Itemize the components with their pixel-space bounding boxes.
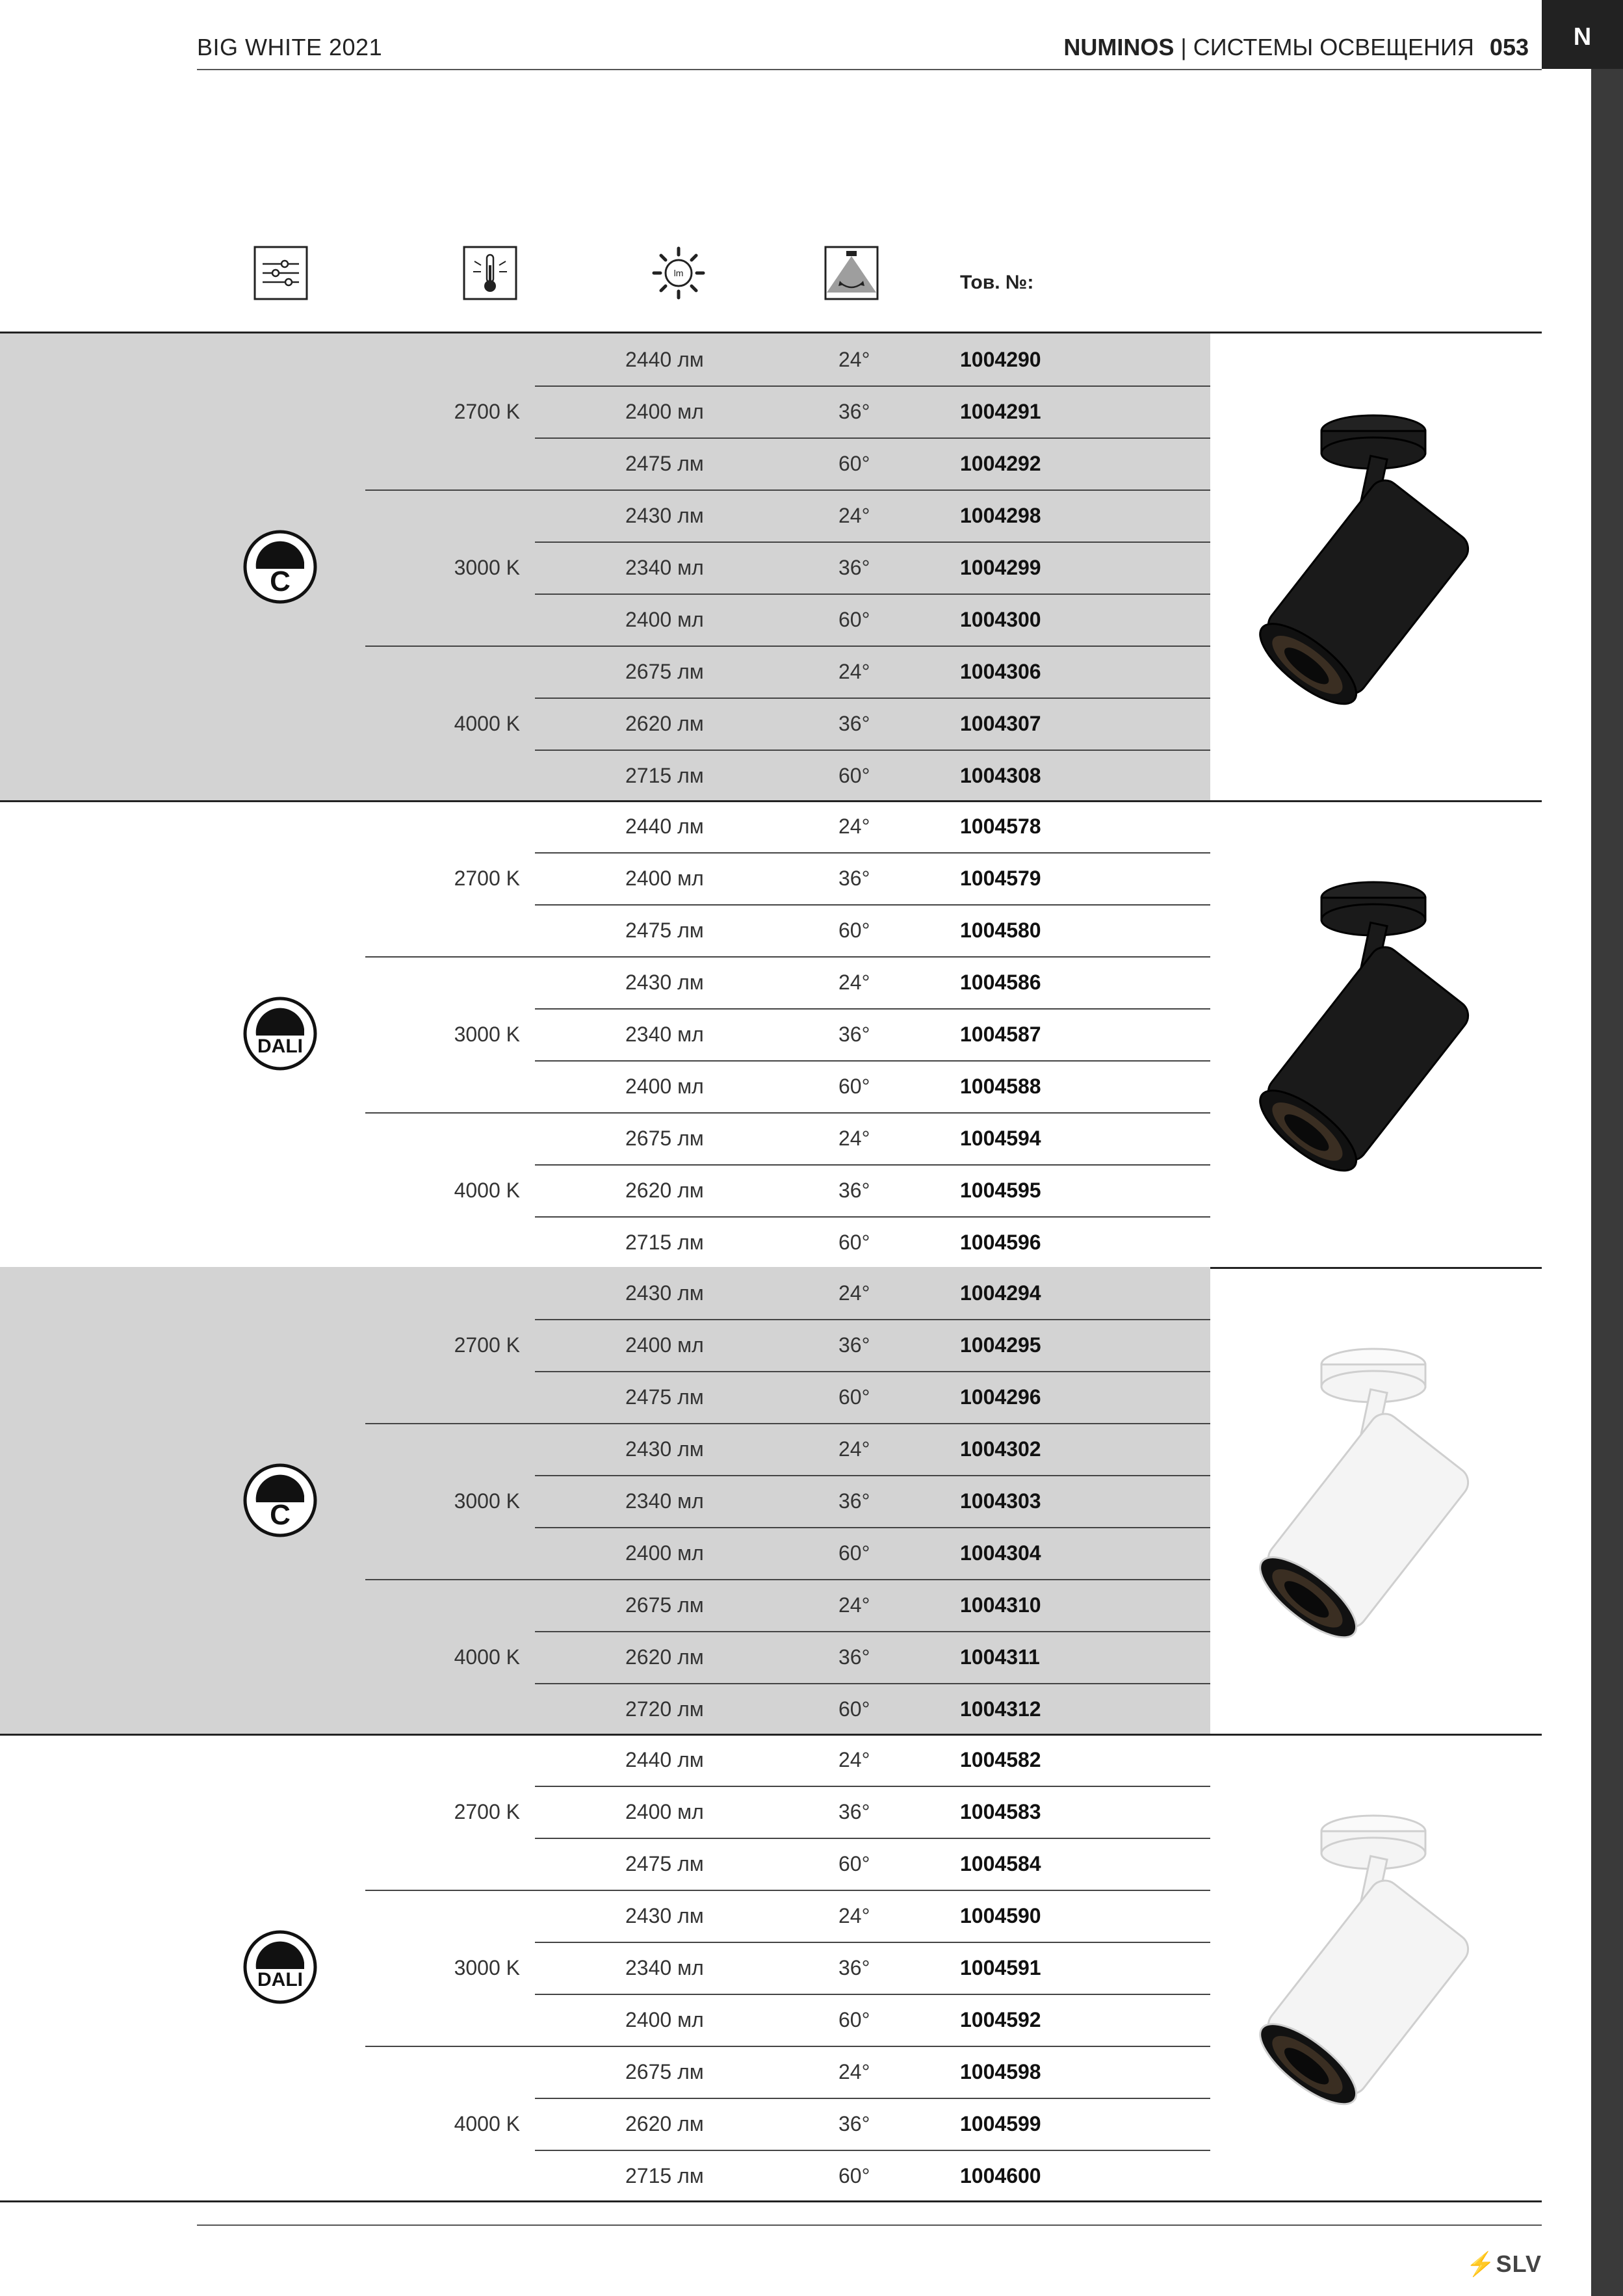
- article-number-cell[interactable]: 1004310: [960, 1593, 1041, 1617]
- beam-angle-cell: 24°: [838, 1127, 870, 1150]
- beam-angle-cell: 24°: [838, 1748, 870, 1771]
- row-separator: [535, 852, 1210, 854]
- beam-angle-cell: 36°: [838, 1800, 870, 1823]
- row-separator: [535, 1216, 1210, 1218]
- beam-angle-cell: 60°: [838, 1385, 870, 1409]
- temperature-separator: [365, 2046, 1210, 2047]
- luminous-flux-cell: 2430 лм: [625, 1281, 704, 1305]
- article-number-cell[interactable]: 1004300: [960, 608, 1041, 631]
- white-spotlight-image: [1238, 1805, 1511, 2130]
- beam-angle-cell: 36°: [838, 556, 870, 579]
- article-number-cell[interactable]: 1004588: [960, 1075, 1041, 1098]
- luminous-flux-cell: 2340 мл: [625, 1956, 704, 1979]
- beam-angle-cell: 60°: [838, 2164, 870, 2187]
- product-group: [0, 333, 1542, 800]
- article-number-cell[interactable]: 1004590: [960, 1904, 1041, 1927]
- row-separator: [535, 750, 1210, 751]
- row-separator: [535, 1527, 1210, 1528]
- article-number-cell[interactable]: 1004311: [960, 1645, 1040, 1669]
- dali-dimming-icon: [242, 995, 318, 1072]
- color-temperature-label: 2700 K: [454, 867, 520, 890]
- svg-text:DALI: DALI: [257, 1969, 303, 1990]
- beam-angle-cell: 36°: [838, 867, 870, 890]
- row-separator: [535, 594, 1210, 595]
- article-number-header: Тов. №:: [960, 272, 1034, 293]
- row-separator: [535, 1319, 1210, 1320]
- white-spotlight-image: [1238, 1338, 1511, 1663]
- row-separator: [535, 1994, 1210, 1995]
- beam-angle-cell: 36°: [838, 1179, 870, 1202]
- article-number-cell[interactable]: 1004312: [960, 1697, 1041, 1721]
- product-group: [0, 1267, 1542, 1734]
- beam-angle-cell: 36°: [838, 712, 870, 735]
- footer-rule: [197, 2224, 1542, 2226]
- color-temperature-label: 4000 K: [454, 2112, 520, 2135]
- group-bottom-rule: [0, 2200, 1542, 2202]
- luminous-flux-cell: 2340 мл: [625, 556, 704, 579]
- beam-angle-cell: 36°: [838, 400, 870, 423]
- beam-angle-cell: 60°: [838, 919, 870, 942]
- row-separator: [535, 541, 1210, 543]
- luminous-flux-cell: 2400 мл: [625, 867, 704, 890]
- color-temperature-label: 3000 K: [454, 556, 520, 579]
- row-separator: [535, 385, 1210, 387]
- beam-angle-cell: 60°: [838, 452, 870, 475]
- luminous-flux-icon: [651, 246, 706, 300]
- product-group: [0, 1734, 1542, 2200]
- section-title: [1063, 34, 1529, 61]
- luminous-flux-cell: 2675 лм: [625, 1127, 704, 1150]
- black-spotlight-image: [1238, 405, 1511, 730]
- beam-angle-cell: 24°: [838, 1437, 870, 1461]
- svg-text:DALI: DALI: [257, 1036, 303, 1057]
- beam-angle-cell: 24°: [838, 815, 870, 838]
- luminous-flux-cell: 2400 мл: [625, 2008, 704, 2031]
- temperature-separator: [365, 646, 1210, 647]
- luminous-flux-cell: 2475 лм: [625, 919, 704, 942]
- article-number-cell[interactable]: 1004292: [960, 452, 1041, 475]
- luminous-flux-cell: 2715 лм: [625, 2164, 704, 2187]
- article-number-cell[interactable]: 1004580: [960, 919, 1041, 942]
- color-temperature-label: 4000 K: [454, 1179, 520, 1202]
- article-number-cell[interactable]: 1004307: [960, 712, 1041, 735]
- article-number-cell[interactable]: 1004299: [960, 556, 1041, 579]
- article-number-cell[interactable]: 1004591: [960, 1956, 1041, 1979]
- luminous-flux-cell: 2430 лм: [625, 1437, 704, 1461]
- beam-angle-cell: 60°: [838, 1541, 870, 1565]
- article-number-cell[interactable]: 1004578: [960, 815, 1041, 838]
- luminous-flux-cell: 2620 лм: [625, 2112, 704, 2135]
- beam-angle-cell: 24°: [838, 660, 870, 683]
- article-number-cell[interactable]: 1004294: [960, 1281, 1041, 1305]
- article-number-cell[interactable]: 1004303: [960, 1489, 1041, 1513]
- article-number-cell[interactable]: 1004306: [960, 660, 1041, 683]
- color-temperature-label: 4000 K: [454, 1645, 520, 1669]
- beam-angle-cell: 36°: [838, 2112, 870, 2135]
- row-separator: [535, 904, 1210, 906]
- beam-angle-cell: 60°: [838, 2008, 870, 2031]
- color-temperature-label: 2700 K: [454, 1333, 520, 1357]
- luminous-flux-cell: 2675 лм: [625, 2060, 704, 2083]
- beam-angle-cell: 60°: [838, 1231, 870, 1254]
- beam-angle-cell: 24°: [838, 971, 870, 994]
- spark-icon: ⚡: [1466, 2250, 1496, 2277]
- black-spotlight-image: [1238, 872, 1511, 1197]
- row-separator: [535, 1786, 1210, 1787]
- control-settings-icon: [253, 246, 308, 300]
- svg-text:C: C: [270, 566, 291, 597]
- article-number-cell[interactable]: 1004290: [960, 348, 1041, 371]
- color-temperature-label: 3000 K: [454, 1023, 520, 1046]
- luminous-flux-cell: 2620 лм: [625, 1179, 704, 1202]
- brand-name: NUMINOS: [1063, 34, 1175, 60]
- beam-angle-cell: 24°: [838, 1593, 870, 1617]
- luminous-flux-cell: 2400 мл: [625, 608, 704, 631]
- beam-angle-cell: 24°: [838, 2060, 870, 2083]
- color-temperature-label: 2700 K: [454, 400, 520, 423]
- row-separator: [535, 2150, 1210, 2151]
- beam-angle-cell: 24°: [838, 1281, 870, 1305]
- article-number-cell[interactable]: 1004582: [960, 1748, 1041, 1771]
- luminous-flux-cell: 2440 лм: [625, 815, 704, 838]
- beam-angle-cell: 24°: [838, 348, 870, 371]
- color-temperature-label: 4000 K: [454, 712, 520, 735]
- beam-angle-cell: 60°: [838, 1697, 870, 1721]
- article-number-cell[interactable]: 1004599: [960, 2112, 1041, 2135]
- row-separator: [535, 1631, 1210, 1632]
- luminous-flux-cell: 2720 лм: [625, 1697, 704, 1721]
- luminous-flux-cell: 2400 мл: [625, 400, 704, 423]
- svg-text:C: C: [270, 1499, 291, 1531]
- article-number-cell[interactable]: 1004291: [960, 400, 1041, 423]
- article-number-cell[interactable]: 1004586: [960, 971, 1041, 994]
- page-number: 053: [1489, 34, 1529, 60]
- row-separator: [535, 2098, 1210, 2099]
- article-number-cell[interactable]: 1004302: [960, 1437, 1041, 1461]
- luminous-flux-cell: 2400 мл: [625, 1075, 704, 1098]
- beam-angle-cell: 60°: [838, 1852, 870, 1875]
- row-separator: [535, 1008, 1210, 1010]
- article-number-cell[interactable]: 1004592: [960, 2008, 1041, 2031]
- article-number-cell[interactable]: 1004598: [960, 2060, 1041, 2083]
- catalog-title: BIG WHITE 2021: [197, 34, 383, 60]
- article-number-cell[interactable]: 1004600: [960, 2164, 1041, 2187]
- luminous-flux-cell: 2475 лм: [625, 1852, 704, 1875]
- section-subtitle: | СИСТЕМЫ ОСВЕЩЕНИЯ: [1180, 34, 1474, 60]
- row-separator: [535, 698, 1210, 699]
- product-group: [0, 800, 1542, 1267]
- row-separator: [535, 1942, 1210, 1943]
- color-temperature-label: 3000 K: [454, 1956, 520, 1979]
- color-temperature-icon: [463, 246, 517, 300]
- luminous-flux-cell: 2340 мл: [625, 1489, 704, 1513]
- luminous-flux-cell: 2430 лм: [625, 504, 704, 527]
- color-temperature-label: 3000 K: [454, 1489, 520, 1513]
- beam-angle-cell: 36°: [838, 1645, 870, 1669]
- slv-logo: ⚡SLV: [1466, 2250, 1542, 2277]
- luminous-flux-cell: 2430 лм: [625, 1904, 704, 1927]
- section-tab[interactable]: N: [1542, 0, 1623, 69]
- beam-angle-cell: 60°: [838, 608, 870, 631]
- row-separator: [535, 1164, 1210, 1166]
- row-separator: [535, 1475, 1210, 1476]
- row-separator: [535, 437, 1210, 439]
- beam-angle-cell: 36°: [838, 1956, 870, 1979]
- temperature-separator: [365, 1579, 1210, 1580]
- article-number-cell[interactable]: 1004583: [960, 1800, 1041, 1823]
- header-rule: [197, 69, 1542, 70]
- luminous-flux-cell: 2475 лм: [625, 452, 704, 475]
- article-number-cell[interactable]: 1004304: [960, 1541, 1041, 1565]
- article-number-cell[interactable]: 1004584: [960, 1852, 1041, 1875]
- article-number-cell[interactable]: 1004595: [960, 1179, 1041, 1202]
- luminous-flux-cell: 2675 лм: [625, 660, 704, 683]
- luminous-flux-cell: 2340 мл: [625, 1023, 704, 1046]
- article-number-cell[interactable]: 1004296: [960, 1385, 1041, 1409]
- beam-angle-cell: 24°: [838, 504, 870, 527]
- luminous-flux-cell: 2440 лм: [625, 348, 704, 371]
- beam-angle-cell: 60°: [838, 764, 870, 787]
- color-temperature-label: 2700 K: [454, 1800, 520, 1823]
- beam-angle-icon: [824, 246, 879, 300]
- dali-dimming-icon: [242, 1929, 318, 2005]
- beam-angle-cell: 36°: [838, 1333, 870, 1357]
- temperature-separator: [365, 1423, 1210, 1424]
- luminous-flux-cell: 2620 лм: [625, 1645, 704, 1669]
- article-number-cell[interactable]: 1004596: [960, 1231, 1041, 1254]
- beam-angle-cell: 36°: [838, 1023, 870, 1046]
- row-separator: [535, 1371, 1210, 1372]
- side-bar: [1591, 69, 1623, 2296]
- temperature-separator: [365, 956, 1210, 958]
- article-number-cell[interactable]: 1004594: [960, 1127, 1041, 1150]
- beam-angle-cell: 60°: [838, 1075, 870, 1098]
- article-number-cell[interactable]: 1004587: [960, 1023, 1041, 1046]
- luminous-flux-cell: 2440 лм: [625, 1748, 704, 1771]
- temperature-separator: [365, 489, 1210, 491]
- luminous-flux-cell: 2400 мл: [625, 1800, 704, 1823]
- row-separator: [535, 1838, 1210, 1839]
- luminous-flux-cell: 2475 лм: [625, 1385, 704, 1409]
- phase-dimming-icon: [242, 528, 318, 605]
- temperature-separator: [365, 1112, 1210, 1114]
- luminous-flux-cell: 2400 мл: [625, 1541, 704, 1565]
- row-separator: [535, 1060, 1210, 1062]
- row-separator: [535, 1683, 1210, 1684]
- article-number-cell[interactable]: 1004298: [960, 504, 1041, 527]
- svg-text:lm: lm: [673, 268, 684, 278]
- luminous-flux-cell: 2715 лм: [625, 1231, 704, 1254]
- luminous-flux-cell: 2715 лм: [625, 764, 704, 787]
- beam-angle-cell: 36°: [838, 1489, 870, 1513]
- luminous-flux-cell: 2400 мл: [625, 1333, 704, 1357]
- luminous-flux-cell: 2430 лм: [625, 971, 704, 994]
- article-number-cell[interactable]: 1004295: [960, 1333, 1041, 1357]
- phase-dimming-icon: [242, 1462, 318, 1539]
- temperature-separator: [365, 1890, 1210, 1891]
- article-number-cell[interactable]: 1004308: [960, 764, 1041, 787]
- beam-angle-cell: 24°: [838, 1904, 870, 1927]
- luminous-flux-cell: 2620 лм: [625, 712, 704, 735]
- article-number-cell[interactable]: 1004579: [960, 867, 1041, 890]
- luminous-flux-cell: 2675 лм: [625, 1593, 704, 1617]
